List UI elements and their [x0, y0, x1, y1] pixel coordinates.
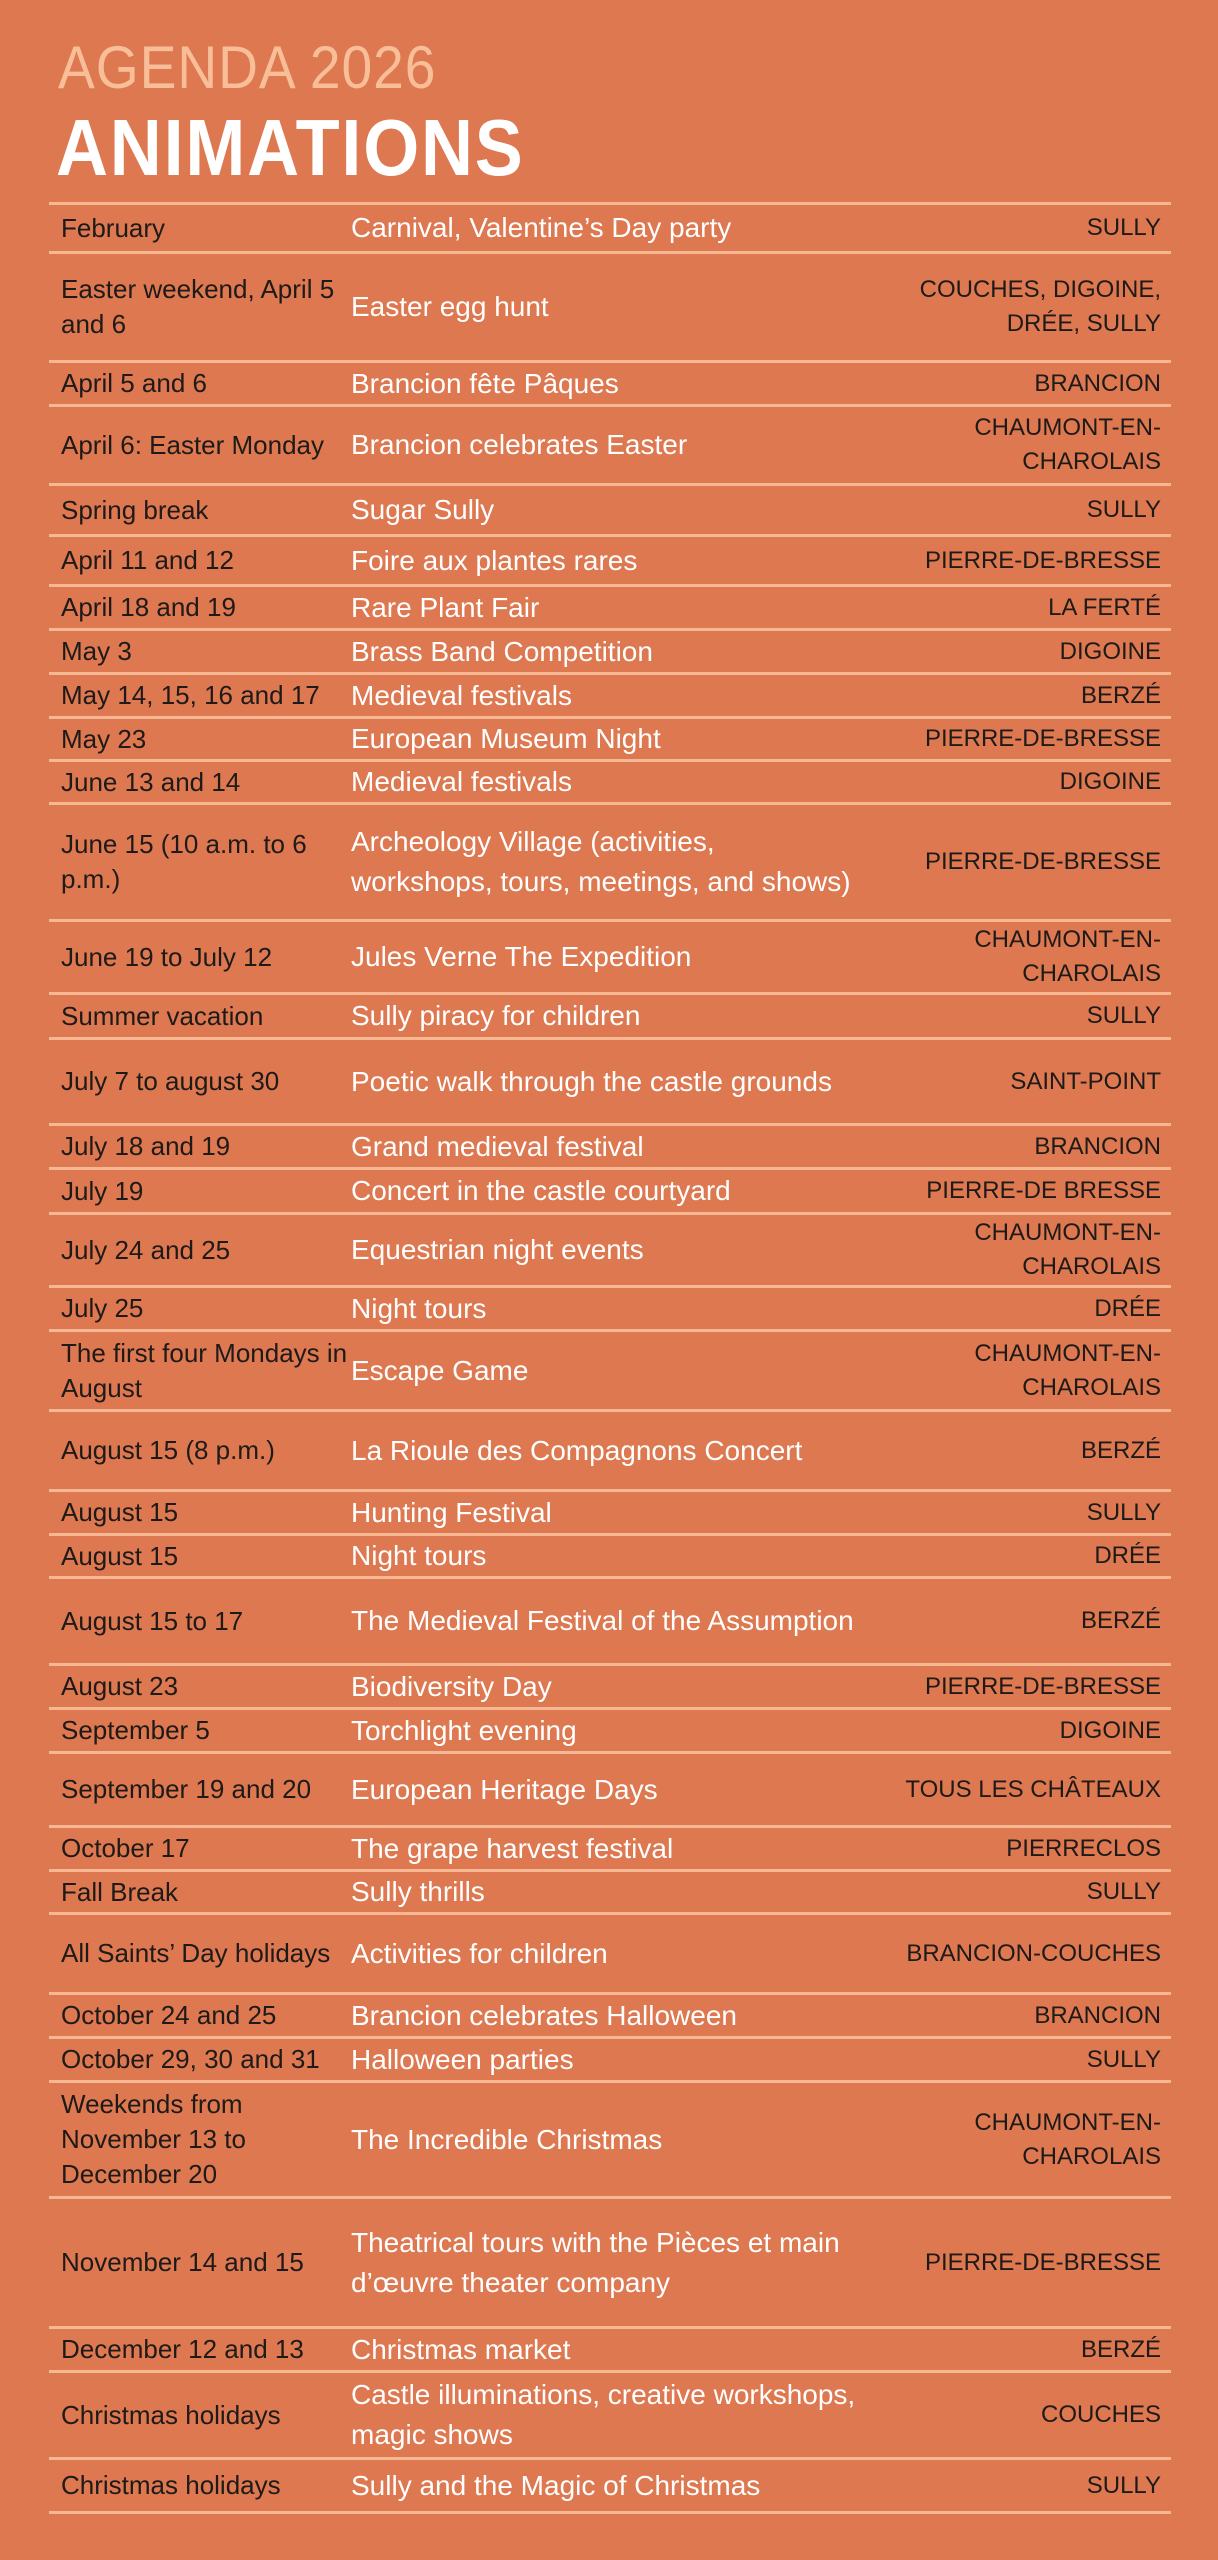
event-date: July 25: [61, 1293, 144, 1323]
table-row: [49, 719, 1171, 759]
event-location: CHAUMONT-EN-CHAROLAIS: [974, 1339, 1161, 1401]
event-name: Castle illuminations, creative workshops, magic shows: [351, 2379, 856, 2450]
event-date: Easter weekend, April 5 and 6: [61, 274, 335, 339]
event-date: October 29, 30 and 31: [61, 2044, 320, 2074]
event-name: Christmas market: [351, 2333, 571, 2365]
event-date: May 14, 15, 16 and 17: [61, 680, 320, 710]
event-name: European Museum Night: [351, 723, 661, 754]
table-row: [49, 537, 1171, 584]
table-row: [49, 1828, 1171, 1869]
event-date: Spring break: [61, 494, 209, 525]
table-row: [49, 407, 1171, 483]
event-location: PIERRE-DE-BRESSE: [924, 546, 1161, 574]
table-row: [49, 1412, 1171, 1489]
event-date: August 15: [61, 1540, 179, 1571]
event-location: BRANCION: [1034, 1132, 1161, 1160]
event-date: July 19: [61, 1175, 144, 1206]
event-date: July 18 and 19: [61, 1131, 231, 1161]
event-location: BERZÉ: [1080, 1607, 1161, 1634]
event-date: June 19 to July 12: [61, 941, 273, 972]
event-date: Fall Break: [61, 1876, 179, 1907]
event-location: SULLY: [1086, 1498, 1161, 1526]
event-date: July 7 to august 30: [61, 1066, 280, 1096]
event-location: TOUS LES CHÂTEAUX: [905, 1775, 1161, 1803]
table-row: [49, 995, 1171, 1037]
event-name: Brass Band Competition: [351, 635, 653, 667]
row-separator: [49, 2511, 1171, 2514]
agenda-subtitle: AGENDA 2026: [58, 34, 437, 101]
event-location: CHAUMONT-EN-CHAROLAIS: [974, 414, 1161, 475]
table-row: [49, 1040, 1171, 1123]
event-name: Medieval festivals: [351, 766, 572, 797]
event-location: BERZÉ: [1080, 681, 1161, 709]
event-date: All Saints’ Day holidays: [61, 1938, 331, 1968]
event-name: Brancion celebrates Easter: [351, 429, 688, 460]
event-name: Escape Game: [351, 1354, 529, 1386]
event-name: Rare Plant Fair: [351, 591, 540, 623]
table-row: [49, 2373, 1171, 2457]
table-row: [49, 1579, 1171, 1663]
event-name: Torchlight evening: [351, 1714, 577, 1746]
event-name: Medieval festivals: [351, 679, 572, 711]
event-name: Halloween parties: [351, 2043, 574, 2075]
event-name: Brancion fête Pâques: [351, 367, 619, 399]
event-name: Sully and the Magic of Christmas: [351, 2469, 761, 2501]
event-name: Equestrian night events: [351, 1234, 644, 1265]
event-location: BRANCION: [1034, 2001, 1161, 2029]
event-date: June 15 (10 a.m. to 6 p.m.): [61, 829, 307, 894]
table-row: [49, 1915, 1171, 1992]
table-row: [49, 486, 1171, 534]
event-name: Sully piracy for children: [351, 1000, 641, 1031]
event-date: April 18 and 19: [61, 592, 236, 622]
event-location: COUCHES, DIGOINE, DRÉE, SULLY: [919, 276, 1161, 337]
page-title: ANIMATIONS: [56, 103, 525, 192]
event-location: PIERRE-DE-BRESSE: [924, 848, 1161, 875]
event-name: Activities for children: [351, 1937, 608, 1969]
event-date: December 12 and 13: [61, 2334, 304, 2364]
event-date: September 19 and 20: [61, 1774, 312, 1804]
event-location: PIERRE-DE BRESSE: [926, 1177, 1161, 1204]
event-name: Poetic walk through the castle grounds: [351, 1065, 832, 1097]
event-name: The Incredible Christmas: [351, 2123, 663, 2155]
event-location: DIGOINE: [1059, 1716, 1161, 1744]
event-date: April 6: Easter Monday: [61, 429, 325, 460]
event-date: Christmas holidays: [61, 2470, 281, 2500]
event-name: Carnival, Valentine’s Day party: [351, 212, 732, 243]
event-location: DIGOINE: [1059, 768, 1161, 795]
event-name: Brancion celebrates Halloween: [351, 1999, 737, 2031]
table-row: [49, 1492, 1171, 1533]
table-row: [49, 1995, 1171, 2036]
event-date: August 15: [61, 1497, 179, 1527]
event-date: February: [61, 212, 166, 243]
table-row: [49, 1872, 1171, 1912]
event-location: DIGOINE: [1059, 637, 1161, 665]
event-date: Summer vacation: [61, 1000, 264, 1031]
event-name: European Heritage Days: [351, 1773, 658, 1805]
event-name: The grape harvest festival: [351, 1832, 674, 1864]
event-location: PIERRE-DE-BRESSE: [924, 2248, 1161, 2276]
table-row: [49, 205, 1171, 251]
table-row: [49, 1710, 1171, 1751]
table-row: [49, 1126, 1171, 1167]
event-name: La Rioule des Compagnons Concert: [351, 1434, 803, 1466]
event-date: May 3: [61, 636, 132, 666]
table-row: [49, 1215, 1171, 1285]
event-location: SULLY: [1086, 214, 1161, 241]
table-row: [49, 2083, 1171, 2196]
table-row: [49, 631, 1171, 672]
table-row: [49, 1666, 1171, 1707]
event-date: November 14 and 15: [61, 2247, 304, 2277]
event-location: SULLY: [1086, 1878, 1161, 1905]
event-name: Foire aux plantes rares: [351, 544, 638, 576]
event-date: The first four Mondays in August: [61, 1337, 348, 1403]
table-row: [49, 2460, 1171, 2511]
event-location: BERZÉ: [1080, 2335, 1161, 2363]
event-date: April 5 and 6: [61, 368, 207, 398]
event-date: Weekends from November 13 to December 20: [61, 2089, 246, 2189]
event-date: Christmas holidays: [61, 2399, 281, 2430]
event-location: BRANCION-COUCHES: [906, 1939, 1161, 1967]
event-date: October 17: [61, 1833, 190, 1863]
event-location: COUCHES: [1040, 2401, 1161, 2428]
table-row: [49, 587, 1171, 628]
event-location: PIERRE-DE-BRESSE: [924, 1672, 1161, 1700]
event-date: August 23: [61, 1671, 179, 1701]
table-row: [49, 2039, 1171, 2080]
event-date: April 11 and 12: [61, 545, 234, 575]
event-date: September 5: [61, 1715, 210, 1745]
event-location: PIERRE-DE-BRESSE: [924, 725, 1161, 752]
event-date: June 13 and 14: [61, 766, 241, 797]
table-row: [49, 1536, 1171, 1576]
event-date: August 15 to 17: [61, 1605, 244, 1636]
event-location: CHAUMONT-EN-CHAROLAIS: [974, 2108, 1161, 2170]
event-location: SULLY: [1086, 496, 1161, 523]
table-row: [49, 922, 1171, 992]
event-name: Night tours: [351, 1540, 487, 1571]
event-name: Archeology Village (activities, workshops, tours, meetings, and shows): [351, 826, 851, 897]
event-name: Sully thrills: [351, 1876, 485, 1907]
table-row: [49, 675, 1171, 716]
event-name: Grand medieval festival: [351, 1130, 644, 1162]
table-row: [49, 254, 1171, 360]
event-location: DRÉE: [1094, 1294, 1161, 1322]
table-row: [49, 762, 1171, 802]
table-row: [49, 1288, 1171, 1329]
event-location: DRÉE: [1094, 1542, 1161, 1569]
table-row: [49, 1170, 1171, 1212]
event-date: July 24 and 25: [61, 1234, 231, 1265]
table-row: [49, 2329, 1171, 2370]
event-name: Theatrical tours with the Pièces et main d’œuvre theater company: [351, 2226, 840, 2298]
event-location: LA FERTÉ: [1048, 593, 1161, 621]
event-location: PIERRECLOS: [1006, 1834, 1161, 1862]
table-row: [49, 1332, 1171, 1409]
event-location: BRANCION: [1034, 369, 1161, 397]
table-row: [49, 1754, 1171, 1825]
table-row: [49, 805, 1171, 919]
event-name: Hunting Festival: [351, 1496, 552, 1528]
event-date: October 24 and 25: [61, 2000, 277, 2030]
event-date: August 15 (8 p.m.): [61, 1435, 275, 1465]
event-date: May 23: [61, 723, 147, 754]
event-location: CHAUMONT-EN-CHAROLAIS: [974, 1219, 1161, 1280]
event-name: The Medieval Festival of the Assumption: [351, 1605, 854, 1636]
event-name: Easter egg hunt: [351, 291, 549, 322]
event-name: Sugar Sully: [351, 494, 495, 525]
event-location: SAINT-POINT: [1010, 1067, 1161, 1095]
event-location: CHAUMONT-EN-CHAROLAIS: [974, 926, 1161, 987]
event-name: Jules Verne The Expedition: [351, 941, 692, 972]
event-name: Concert in the castle courtyard: [351, 1175, 731, 1206]
table-row: [49, 2199, 1171, 2326]
event-location: SULLY: [1086, 2471, 1161, 2499]
event-location: BERZÉ: [1080, 1436, 1161, 1464]
table-row: [49, 363, 1171, 404]
event-location: SULLY: [1086, 2045, 1161, 2073]
event-location: SULLY: [1086, 1002, 1161, 1029]
event-name: Biodiversity Day: [351, 1670, 552, 1702]
event-name: Night tours: [351, 1292, 487, 1324]
